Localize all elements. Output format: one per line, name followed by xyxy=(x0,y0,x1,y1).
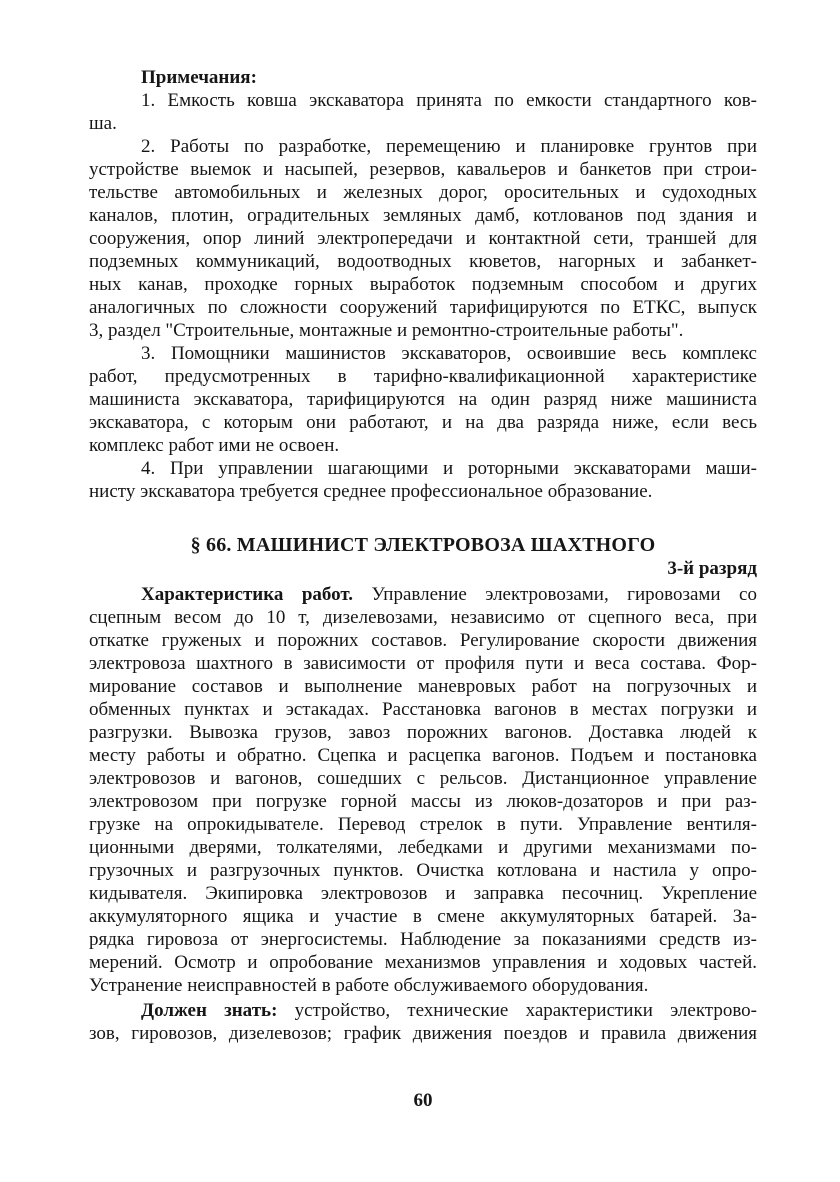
paragraph-line: грузочных и разгрузочных пунктов. Очистка котлована и настила у опро- xyxy=(89,860,757,881)
paragraph-line: откатке груженых и порожних составов. Регулирование скорости движения xyxy=(89,630,757,651)
note-item-line: 4. При управлении шагающими и роторными экскаваторами маши- xyxy=(141,458,757,479)
paragraph-line: ционными дверями, толкателями, лебедками и другими механизмами по- xyxy=(89,837,757,858)
paragraph-line xyxy=(89,583,757,606)
paragraph-lead-rest: Управление электровозами, гировозами со xyxy=(371,584,757,605)
note-item-line: 3, раздел "Строительные, монтажные и ремонтно-строительные работы". xyxy=(89,320,684,341)
paragraph-line: сцепным весом до 10 т, дизелевозами, независимо от сцепного веса, при xyxy=(89,607,757,628)
note-item-line: 1. Емкость ковша экскаватора принята по емкости стандартного ков- xyxy=(141,90,757,111)
note-item-line: ша. xyxy=(89,113,117,134)
knowledge-paragraph xyxy=(89,999,757,1045)
note-item-line: аналогичных по сложности сооружений тарифицируются по ЕТКС, выпуск xyxy=(89,297,757,318)
text-column xyxy=(89,66,757,1112)
note-item-line: подземных коммуникаций, водоотводных кюветов, нагорных и забанкет- xyxy=(89,251,757,272)
paragraph-line: аккумуляторного ящика и участие в смене аккумуляторных батарей. За- xyxy=(89,906,757,927)
note-item-line: устройстве выемок и насыпей, резервов, кавальеров и банкетов при строи- xyxy=(89,159,757,180)
paragraph-line: электровозов и вагонов, сошедших с рельсов. Дистанционное управление xyxy=(89,768,757,789)
paragraph-line: обменных пунктах и эстакадах. Расстановка вагонов в местах погрузки и xyxy=(89,699,757,720)
note-item-line: тельстве автомобильных и железных дорог, оросительных и судоходных xyxy=(89,182,757,203)
note-item-line: машиниста экскаватора, тарифицируются на один разряд ниже машиниста xyxy=(89,389,757,410)
note-item-line: 3. Помощники машинистов экскаваторов, освоившие весь комплекс xyxy=(141,343,757,364)
paragraph-line: разгрузки. Вывозка грузов, завоз порожних вагонов. Доставка людей к xyxy=(89,722,757,743)
paragraph-line: мирование составов и выполнение маневровых работ на погрузочных и xyxy=(89,676,757,697)
notes-heading: Примечания: xyxy=(141,67,257,88)
paragraph-line: мерений. Осмотр и опробование механизмов управления и ходовых частей. xyxy=(89,952,757,973)
paragraph-line: зов, гировозов, дизелевозов; график движения поездов и правила движения xyxy=(89,1023,757,1044)
note-item-line: каналов, плотин, оградительных земляных дамб, котлованов под здания и xyxy=(89,205,757,226)
paragraph-line: месту работы и обратно. Сцепка и расцепка вагонов. Подъем и постановка xyxy=(89,745,757,766)
paragraph-line: рядка гировоза от энергосистемы. Наблюдение за показаниями средств из- xyxy=(89,929,757,950)
page-number: 60 xyxy=(413,1090,433,1111)
section-title: § 66. МАШИНИСТ ЭЛЕКТРОВОЗА ШАХТНОГО xyxy=(190,534,656,556)
paragraph-line: кидывателя. Экипировка электровозов и заправка песочниц. Укрепление xyxy=(89,883,757,904)
note-item-line: нисту экскаватора требуется среднее профессиональное образование. xyxy=(89,481,653,502)
paragraph-line: электровозом при погрузке горной массы из люков-дозаторов и при раз- xyxy=(89,791,757,812)
paragraph-lead-rest: устройство, технические характеристики электрово- xyxy=(294,1000,757,1021)
paragraph-line: Устранение неисправностей в работе обслуживаемого оборудования. xyxy=(89,975,649,996)
paragraph-lead: Должен знать: xyxy=(141,1000,278,1021)
paragraph-line: грузке на опрокидывателе. Перевод стрелок в пути. Управление вентиля- xyxy=(89,814,757,835)
note-item-line: работ, предусмотренных в тарифно-квалификационной характеристике xyxy=(89,366,757,387)
characteristics-paragraph xyxy=(89,583,757,997)
note-item-line: ных канав, проходке горных выработок подземным способом и других xyxy=(89,274,757,295)
note-item-line: комплекс работ ими не освоен. xyxy=(89,435,340,456)
note-item-line: 2. Работы по разработке, перемещению и планировке грунтов при xyxy=(141,136,757,157)
paragraph-line: электровоза шахтного в зависимости от профиля пути и веса состава. Фор- xyxy=(89,653,757,674)
note-item-line: экскаватора, с которым они работают, и на два разряда ниже, если весь xyxy=(89,412,757,433)
paragraph-lead: Характеристика работ. xyxy=(141,584,354,605)
paragraph-line xyxy=(89,999,757,1022)
section-grade: 3-й разряд xyxy=(667,558,757,579)
note-item-line: сооружения, опор линий электропередачи и контактной сети, траншей для xyxy=(89,228,757,249)
